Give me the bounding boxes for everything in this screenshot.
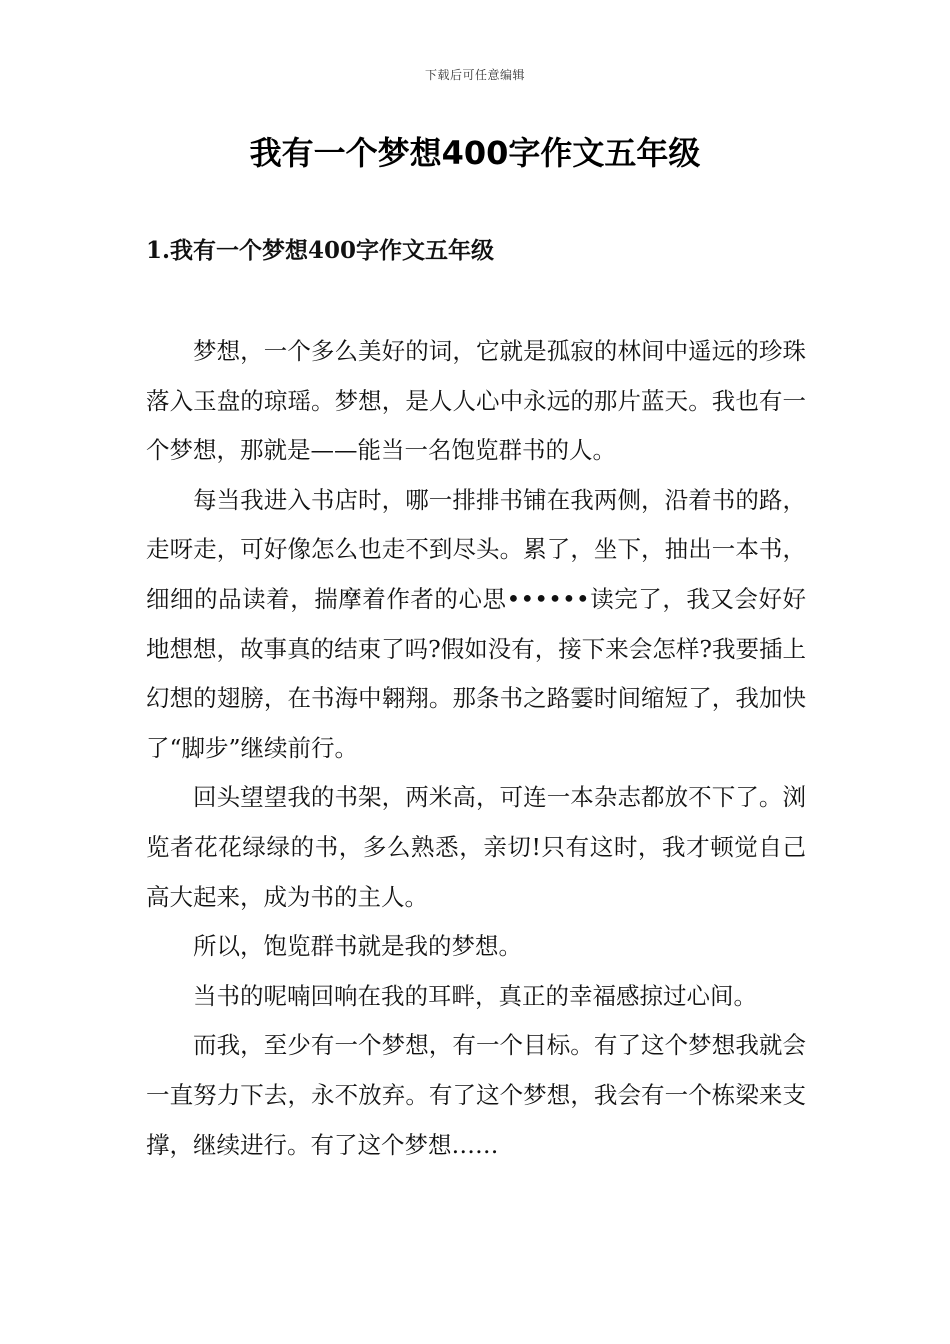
paragraph: 当书的呢喃回响在我的耳畔，真正的幸福感掠过心间。	[193, 981, 757, 1010]
paragraph: 回头望望我的书架，两米高，可连一本杂志都放不下了。浏览者花花绿绿的书，多么熟悉，亲切!只有这时，我才顿觉自己高大起来，成为书的主人。	[146, 783, 806, 911]
paragraph: 梦想，一个多么美好的词，它就是孤寂的林间中遥远的珍珠落入玉盘的琼瑶。梦想，是人人心中永远的那片蓝天。我也有一个梦想，那就是——能当一名饱览群书的人。	[146, 337, 806, 465]
paragraph: 所以，饱览群书就是我的梦想。	[193, 932, 522, 961]
header-note: 下载后可任意编辑	[424, 68, 525, 82]
section-heading: 1.我有一个梦想400字作文五年级	[146, 237, 495, 264]
body-text	[146, 327, 806, 1170]
document-title: 我有一个梦想400字作文五年级	[249, 134, 701, 172]
paragraph: 而我，至少有一个梦想，有一个目标。有了这个梦想我就会一直努力下去，永不放弃。有了这个梦想，我会有一个栋梁来支撑，继续进行。有了这个梦想……	[146, 1031, 806, 1159]
paragraph: 每当我进入书店时，哪一排排书铺在我两侧，沿着书的路，走呀走，可好像怎么也走不到尽头。累了，坐下，抽出一本书，细细的品读着，揣摩着作者的心思••••••读完了，我又会好好地想想，故事真的结束了吗?假如没有，接下来会怎样?我要插上幻想的翅膀，在书海中翱翔。那条书之路霎时间缩短了，我加快了“脚步”继续前行。	[146, 485, 806, 762]
